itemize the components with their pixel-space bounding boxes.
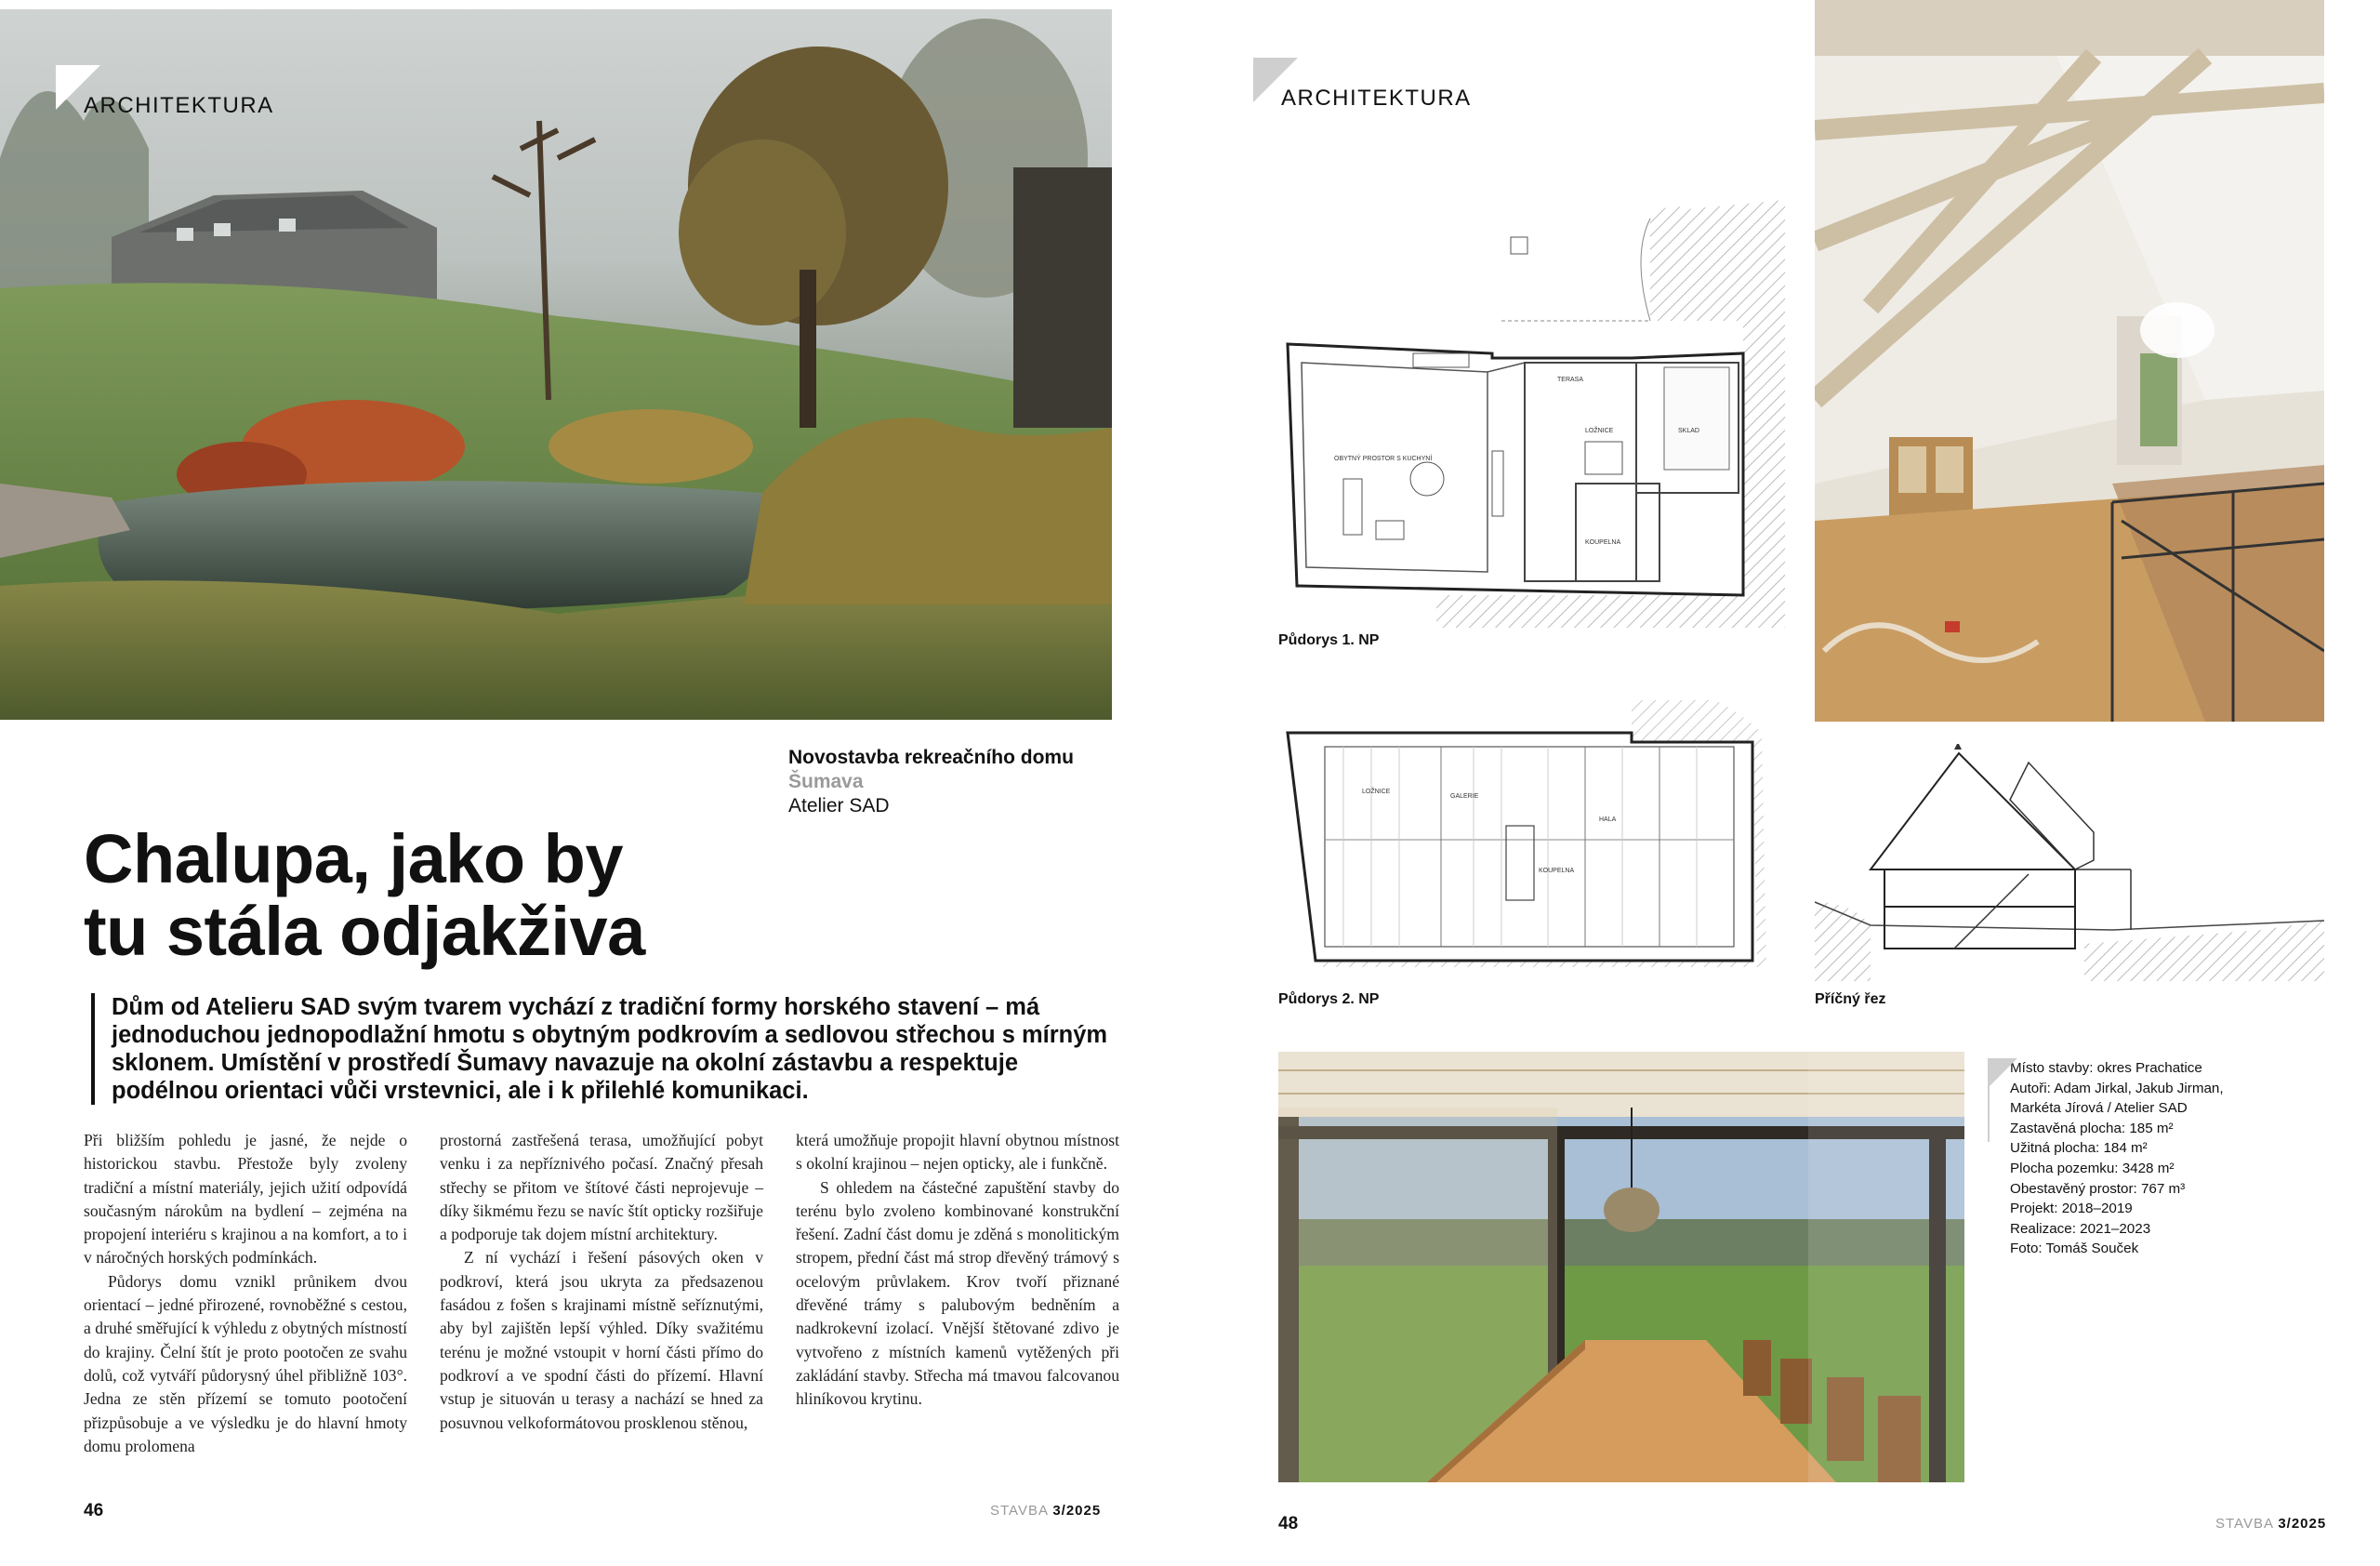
left-page [0,0,1125,1566]
room-label-storage: SKLAD [1678,428,1699,434]
project-facts [1988,1058,2248,1259]
caption-plan-ground: Půdorys 1. NP [1278,632,1380,648]
fact-plot-area: Plocha pozemku: 3428 m² [2010,1160,2175,1176]
headline-line-2: tu stála odjakživa [84,893,645,970]
cross-section-drawing [1815,744,2324,981]
body-paragraph: S ohledem na částečné zapuštění stavby do terénu bylo zvoleno kombinované konstrukční řešení. Zadní část domu je zděná s monolitickým stropem, přední část má strop dřevěný trámový s ocelovým průvlakem. Krov tvoří přiznané dřevěné trámy s palubovým bedněním a nadkrokevní izolací. Vnější štětované zdivo je vytvořeno z místních kamenů vytěžených při zakládání stavby. Střecha má tmavou falcovanou hliníkovou krytinu. [796,1177,1119,1409]
article-body [84,1129,1120,1458]
room-label-gallery: GALERIE [1450,793,1479,800]
right-page [1199,0,2380,1566]
room-label-bedroom: LOŽNICE [1362,789,1391,795]
body-paragraph: která umožňuje propojit hlavní obytnou místnost s okolní krajinou – nejen opticky, ale i funkčně. [796,1131,1119,1174]
caption-plan-attic: Půdorys 2. NP [1278,991,1380,1007]
kicker-studio: Atelier SAD [788,795,890,816]
fact-design-years: Projekt: 2018–2019 [2010,1201,2133,1217]
room-label-living: OBYTNÝ PROSTOR S KUCHYNÍ [1334,456,1433,462]
fact-built-volume: Obestavěný prostor: 767 m³ [2010,1180,2186,1197]
spread-gutter [1125,0,1199,1566]
magazine-footer-right [2215,1516,2326,1532]
article-headline [84,820,1013,970]
interior-attic-photo [1815,0,2324,722]
body-paragraph: prostorná zastřešená terasa, umožňující pobyt venku i za nepříznivého počasí. Značný přesah střechy se přitom ve štítové části neprojevuje – díky šikmému řezu se navíc štít opticky rozšiřuje a podporuje tak dojem místní architektury. [440,1131,763,1244]
magazine-issue: 3/2025 [2278,1516,2327,1532]
magazine-issue: 3/2025 [1052,1503,1102,1519]
floor-plan-ground [1278,200,1785,628]
fact-location: Místo stavby: okres Prachatice [2010,1060,2202,1076]
facts-rule [1988,1058,1990,1142]
kicker-place: Šumava [788,771,864,792]
fact-authors-cont: Markéta Jírová / Atelier SAD [2010,1100,2188,1117]
magazine-name: STAVBA [990,1503,1049,1519]
body-column-2 [440,1129,763,1458]
body-column-1 [84,1129,407,1458]
article-lead: Dům od Atelieru SAD svým tvarem vychází z tradiční formy horského stavení – má jednoduchou jednopodlažní hmotu s obytným podkrovím a sedlovou střechou s mírným sklonem. Umístění v prostředí Šumavy navazuje na okolní zástavbu a respektuje podélnou orientaci vůči vrstevnici, ale i k přilehlé komunikaci. [91,993,1114,1105]
section-label: ARCHITEKTURA [84,93,274,118]
dining-room-photo [1278,1052,1964,1482]
caption-cross-section: Příčný řez [1815,991,1886,1007]
fact-photo-credit: Foto: Tomáš Souček [2010,1241,2139,1257]
section-marker-right [1253,58,1472,112]
page-number-left: 46 [84,1501,104,1520]
facts-corner-triangle [1988,1058,2017,1088]
fact-usable-area: Užitná plocha: 184 m² [2010,1140,2148,1157]
headline-line-1: Chalupa, jako by [84,820,624,897]
floor-plan-attic [1278,696,1785,967]
magazine-footer-left [990,1503,1101,1519]
section-label: ARCHITEKTURA [1281,86,1472,111]
fact-build-years: Realizace: 2021–2023 [2010,1220,2151,1237]
body-paragraph: Půdorys domu vznikl průnikem dvou orientací – jedné přirozené, rovnoběžné s cestou, a druhé směřující k výhledu z obytných místností do krajiny. Čelní štít je proto pootočen ze svahu dolů, což vytváří půdorysný úhel přibližně 103°. Jedna ze stěn přízemí se tomuto pootočení přizpůsobuje a ve výsledku je do hlavní hmoty domu prolomena [84,1271,407,1455]
room-label-terrace: TERASA [1557,377,1584,383]
fact-built-area: Zastavěná plocha: 185 m² [2010,1120,2174,1136]
room-label-bedroom: LOŽNICE [1585,428,1614,434]
magazine-name: STAVBA [2215,1516,2274,1532]
kicker-project-type: Novostavba rekreačního domu [788,747,1074,768]
article-kicker [788,746,1123,818]
room-label-bath: KOUPELNA [1585,539,1621,546]
page-number-right: 48 [1278,1514,1299,1533]
room-label-bath: KOUPELNA [1539,868,1575,874]
fact-authors: Autoři: Adam Jirkal, Jakub Jirman, [2010,1080,2224,1096]
body-paragraph: Z ní vychází i řešení pásových oken v podkroví, která jsou ukryta za předsazenou fasádou z fošen s krajinami místně seříznutými, aby byl zajištěn lepší výhled. Díky svažitému terénu je možné vstoupit v horní části přímo do podkroví a ve spodní části do přízemí. Hlavní vstup je situován u terasy a nachází se hned za posuvnou velkoformátovou prosklenou stěnou, [440,1248,763,1432]
body-column-3 [796,1129,1119,1458]
room-label-hall: HALA [1599,816,1617,823]
section-marker [56,65,274,119]
body-paragraph: Při bližším pohledu je jasné, že nejde o historickou stavbu. Přestože byly zvoleny tradiční a místní materiály, jejich užití odpovídá současným nárokům na bydlení – zejména na propojení interiéru s krajinou a na komfort, a to i v náročných horských podmínkách. [84,1131,407,1267]
